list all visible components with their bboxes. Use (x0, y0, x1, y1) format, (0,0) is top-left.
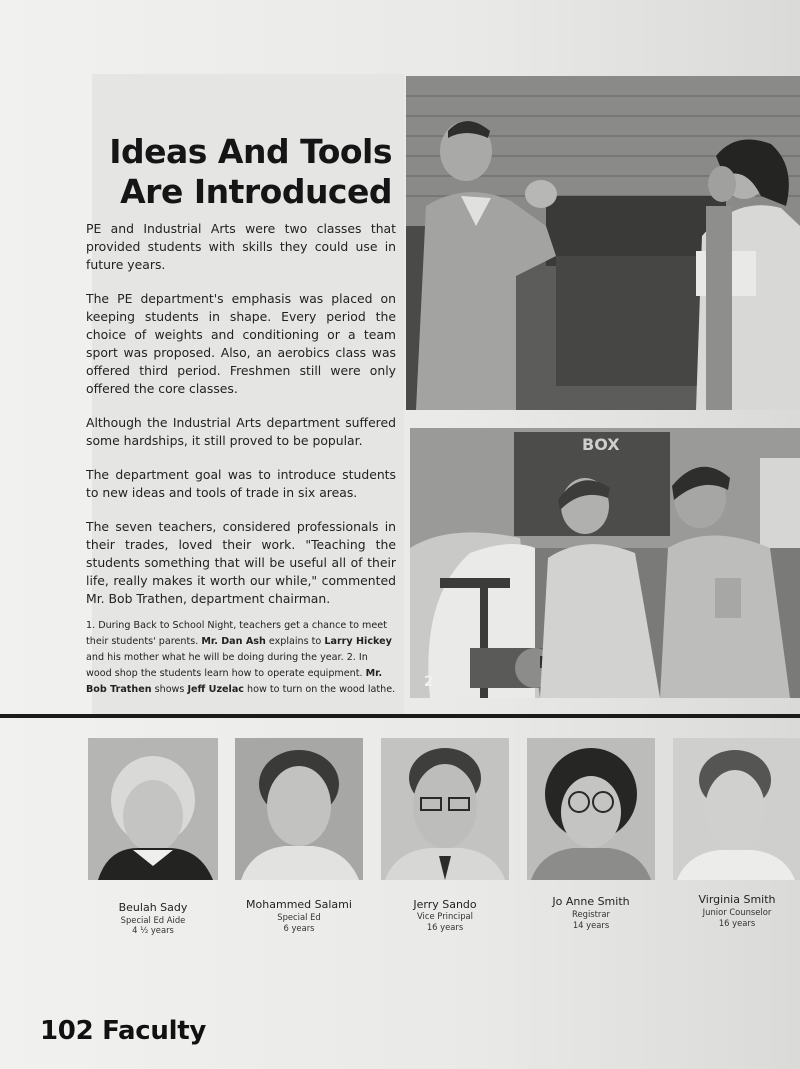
faculty-years: 14 years (572, 920, 610, 930)
faculty-name: Beulah Sady (118, 901, 188, 914)
portrait-beulah-sady (88, 738, 218, 880)
portrait-virginia-smith (673, 738, 800, 880)
body-paragraph-4: The department goal was to introduce students to new ideas and tools of trade in six areas. (86, 467, 396, 500)
photo-sign-text: BOX (582, 435, 620, 454)
portrait-mohammed-salami (235, 738, 363, 880)
faculty-years: 16 years (718, 918, 756, 928)
caption-text: 1. During Back to School Night, teachers get a chance to meet their students' parents. (86, 620, 387, 647)
photo-wood-shop-lathe (410, 428, 800, 698)
caption-text: how to turn on the wood lathe. (244, 684, 396, 695)
faculty-name: Virginia Smith (698, 893, 776, 906)
faculty-name: Jerry Sando (413, 898, 477, 911)
portrait-jerry-sando (381, 738, 509, 880)
faculty-role: Junior Counselor (702, 907, 772, 917)
caption-name: Mr. Dan Ash (201, 636, 266, 647)
page-folio: 102 Faculty (40, 1016, 207, 1046)
faculty-name: Jo Anne Smith (552, 895, 630, 908)
faculty-years: 16 years (426, 922, 464, 932)
caption-text: and his mother what he will be doing during the year. 2. In wood shop the students learn how to operate equipment. (86, 652, 368, 679)
caption-name: Larry Hickey (324, 636, 392, 647)
faculty-role: Registrar (572, 909, 610, 919)
caption-name: Mr. Bob Trathen (86, 668, 383, 695)
body-paragraph-2: The PE department's emphasis was placed on keeping students in shape. Every period the choice of weights and conditioning or a team sport was proposed. Also, an aerobics class was offered third period. Freshmen still were only offered the core classes. (86, 291, 396, 396)
faculty-years: 6 years (283, 923, 315, 933)
photo-back-to-school-night (406, 76, 800, 410)
headline (100, 132, 392, 212)
faculty-role: Vice Principal (417, 911, 473, 921)
faculty-role: Special Ed Aide (120, 915, 186, 925)
body-paragraph-1: PE and Industrial Arts were two classes that provided students with skills they could use in future years. (86, 221, 396, 272)
body-paragraph-5: The seven teachers, considered professionals in their trades, loved their work. "Teaching the students something that will be useful all of their life, really makes it worth our while," commented Mr. Bob Trathen, department chairman. (86, 519, 396, 606)
photo-caption (86, 618, 396, 698)
headline-line-2: Are Introduced (120, 172, 392, 211)
faculty-years: 4 ½ years (132, 925, 174, 935)
caption-text: explains to (265, 636, 325, 647)
caption-text: shows (151, 684, 188, 695)
headline-line-1: Ideas And Tools (109, 132, 392, 171)
faculty-role: Special Ed (277, 912, 321, 922)
section-divider (0, 714, 800, 718)
body-paragraph-3: Although the Industrial Arts department suffered some hardships, it still proved to be popular. (86, 415, 396, 448)
photo-number: 2 (424, 674, 434, 690)
portrait-jo-anne-smith (527, 738, 655, 880)
faculty-name: Mohammed Salami (246, 898, 352, 911)
caption-name: Jeff Uzelac (187, 684, 244, 695)
